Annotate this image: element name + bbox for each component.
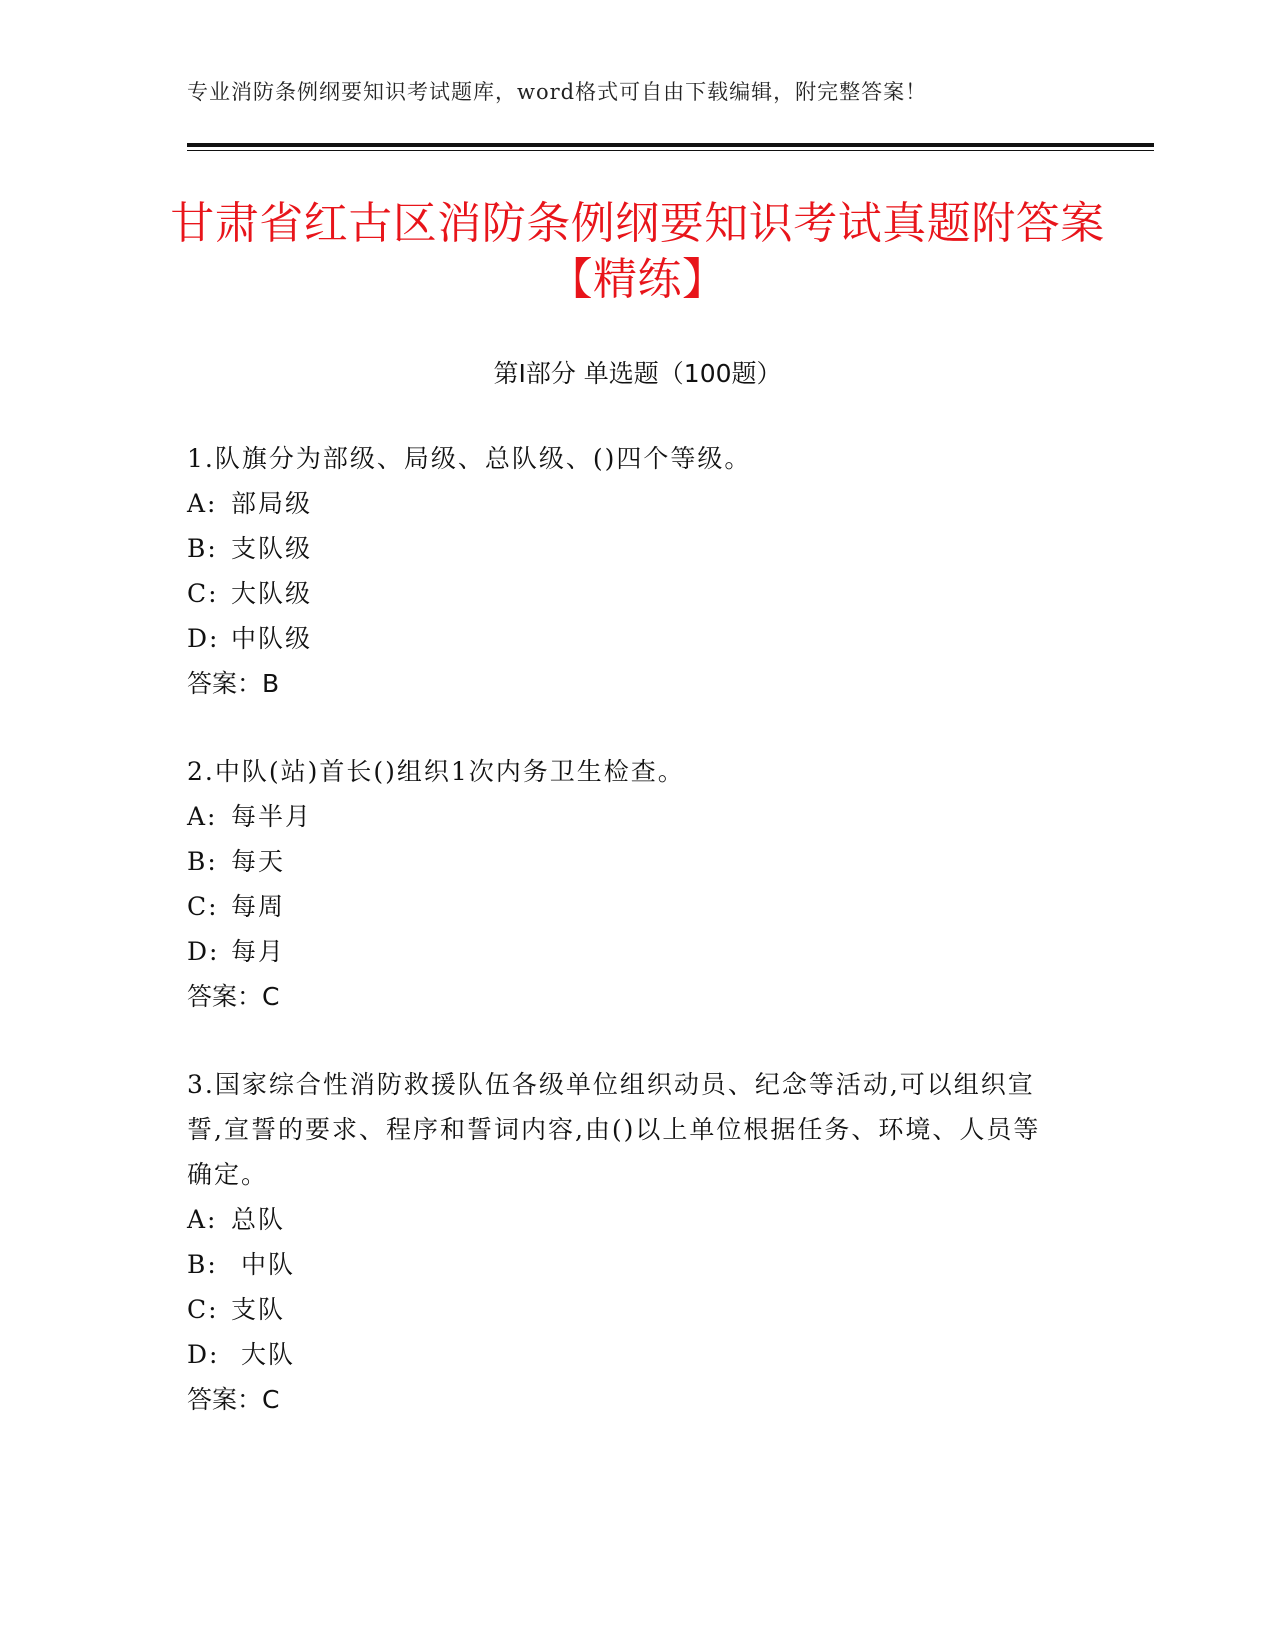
option-text: 部局级 — [231, 489, 313, 518]
option-text: 大队级 — [231, 579, 313, 608]
question-1 — [187, 436, 1067, 706]
question-stem: 2.中队(站)首长()组织1次内务卫生检查。 — [187, 757, 685, 786]
question-list — [187, 436, 1067, 1465]
option-text: 支队 — [231, 1295, 286, 1324]
document-title: 甘肃省红古区消防条例纲要知识考试真题附答案【精练】 — [170, 198, 1105, 305]
option-key: A: — [187, 802, 218, 831]
option-key: B: — [187, 847, 218, 876]
option-key: B: — [187, 1250, 218, 1279]
option-text: 总队 — [231, 1205, 286, 1234]
option-b — [187, 526, 1067, 571]
question-stem: 3.国家综合性消防救援队伍各级单位组织动员、纪念等活动,可以组织宣誓,宣誓的要求、程序和誓词内容,由()以上单位根据任务、环境、人员等确定。 — [187, 1070, 1041, 1189]
option-a — [187, 794, 1067, 839]
option-a — [187, 1197, 1067, 1242]
option-text: 大队 — [231, 1340, 295, 1369]
header-divider-thick — [187, 143, 1154, 147]
option-c — [187, 884, 1067, 929]
option-key: C: — [187, 579, 219, 608]
question-2 — [187, 749, 1067, 1019]
option-key: A: — [187, 489, 218, 518]
option-text: 支队级 — [231, 534, 313, 563]
option-d — [187, 1332, 1067, 1377]
option-text: 中队级 — [231, 624, 313, 653]
option-key: D: — [187, 624, 220, 653]
option-text: 中队 — [231, 1250, 295, 1279]
option-d — [187, 616, 1067, 661]
option-text: 每半月 — [231, 802, 313, 831]
option-key: B: — [187, 534, 218, 563]
question-stem: 1.队旗分为部级、局级、总队级、()四个等级。 — [187, 444, 752, 473]
option-key: D: — [187, 1340, 220, 1369]
option-text: 每周 — [231, 892, 286, 921]
option-text: 每月 — [231, 937, 286, 966]
option-key: D: — [187, 937, 220, 966]
option-c — [187, 1287, 1067, 1332]
option-key: C: — [187, 892, 219, 921]
question-3 — [187, 1062, 1067, 1422]
option-b — [187, 1242, 1067, 1287]
option-text: 每天 — [231, 847, 286, 876]
option-b — [187, 839, 1067, 884]
header-note: 专业消防条例纲要知识考试题库，word格式可自由下载编辑，附完整答案！ — [187, 80, 928, 104]
section-title: 第Ⅰ部分 单选题（100题） — [493, 359, 782, 388]
answer-line: 答案：C — [187, 1385, 280, 1414]
answer-line: 答案：B — [187, 669, 280, 698]
option-key: A: — [187, 1205, 218, 1234]
option-c — [187, 571, 1067, 616]
option-key: C: — [187, 1295, 219, 1324]
answer-line: 答案：C — [187, 982, 280, 1011]
option-a — [187, 481, 1067, 526]
option-d — [187, 929, 1067, 974]
header-divider-thin — [187, 150, 1154, 151]
